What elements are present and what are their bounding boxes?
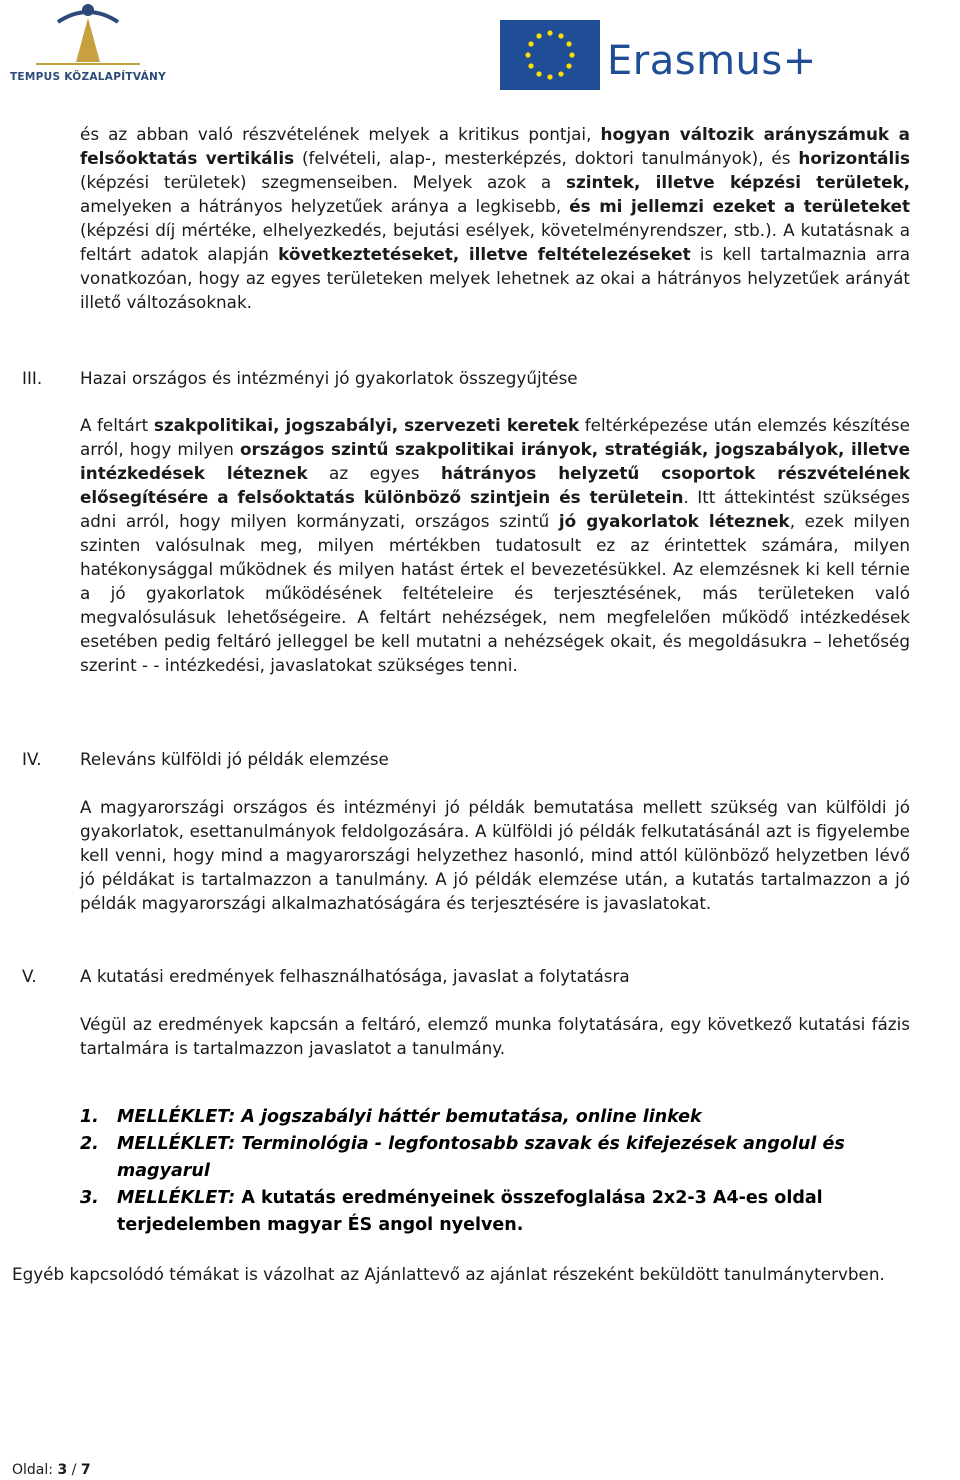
annex-item — [80, 1104, 910, 1131]
eu-flag-icon — [500, 20, 600, 90]
section-bold: jó gyakorlatok léteznek — [558, 511, 790, 531]
annex-label: MELLÉKLET: — [117, 1107, 236, 1127]
section-bold: országos szintű szakpolitikai irányok, stratégiák, jogszabályok, illetve intézkedések léteznek — [80, 439, 910, 483]
page-total: 7 — [80, 1462, 91, 1478]
footer-label: Oldal: — [12, 1462, 58, 1478]
annex-label: MELLÉKLET: — [117, 1134, 236, 1154]
page-number: 3 — [57, 1462, 68, 1478]
section-title: A kutatási eredmények felhasználhatósága, javaslat a folytatásra — [80, 966, 630, 986]
erasmus-logo-text: Erasmus+ — [607, 38, 817, 84]
annex-number: 2. — [80, 1134, 99, 1154]
intro-bold: szintek, illetve képzési területek, — [565, 172, 910, 192]
intro-bold: következtetéseket, illetve feltételezéseket — [278, 244, 691, 264]
section-text: feltérképezése után elemzés készítése arról, hogy milyen — [80, 415, 910, 459]
erasmus-logo — [500, 20, 820, 100]
section-text: A feltárt — [80, 415, 154, 435]
page-footer — [12, 1462, 91, 1478]
intro-text: amelyeken a hátrányos helyzetűek aránya a legkisebb, — [80, 196, 570, 216]
page-header — [0, 0, 960, 110]
closing-paragraph: Egyéb kapcsolódó témákat is vázolhat az Ajánlattevő az ajánlat részeként beküldött tanulmánytervben. — [12, 1264, 885, 1284]
section-3-body — [80, 413, 910, 677]
section-text: . Itt áttekintést szükséges adni arról, hogy milyen kormányzati, országos szintű — [80, 487, 911, 531]
intro-text: és az abban való részvételének melyek a kritikus pontjai, — [80, 124, 601, 144]
intro-text: (felvételi, alap-, mesterképzés, doktori tanulmányok), és — [294, 148, 799, 168]
section-number: IV. — [22, 749, 42, 769]
section-number: V. — [22, 966, 37, 986]
page-separator: / — [67, 1462, 81, 1478]
section-title: Hazai országos és intézményi jó gyakorlatok összegyűjtése — [80, 368, 578, 388]
annex-list — [80, 1104, 910, 1239]
tempus-logo-text: TEMPUS KÖZALAPÍTVÁNY — [9, 71, 167, 83]
section-5-body: Végül az eredmények kapcsán a feltáró, elemző munka folytatására, egy következő kutatási fázis tartalmára is tartalmazzon javaslatot a tanulmány. — [80, 1014, 910, 1058]
tempus-logo — [8, 0, 168, 95]
annex-text: A kutatás eredményeinek összefoglalása 2x2-3 A4-es oldal terjedelemben magyar ÉS angol nyelven. — [117, 1188, 823, 1235]
section-text: az egyes — [307, 463, 441, 483]
intro-text: is kell tartalmaznia arra vonatkozóan, hogy az egyes területeken melyek lehetnek az okai a hátrányos helyzetűek arányát illető változásoknak. — [80, 244, 910, 312]
annex-label: MELLÉKLET: — [117, 1188, 236, 1208]
intro-bold: horizontális — [798, 148, 910, 168]
section-4-body: A magyarországi országos és intézményi jó példák bemutatása mellett szükség van külföldi jó gyakorlatok, esettanulmányok feldolgozására. A külföldi jó példák felkutatásánál azt is figyelembe kell venni, hogy mind a magyarországi helyzethez hasonló, mind attól különböző helyzetben lévő jó példákat is tartalmazzon a tanulmány. A jó példák elemzése után, a kutatás tartalmazzon a jó példák magyarországi alkalmazhatóságára és terjesztésére is javaslatokat. — [80, 797, 910, 913]
annex-number: 3. — [80, 1188, 99, 1208]
section-number: III. — [22, 368, 43, 388]
annex-item — [80, 1185, 910, 1239]
annex-text: A jogszabályi háttér bemutatása, online linkek — [235, 1107, 702, 1127]
section-text: , ezek milyen szinten valósulnak meg, milyen mértékben tudatosult ez az érintettek számára, milyen hatékonysággal működnek és milyen hatást értek el bevezetésükkel. Az elemzésnek ki kell térnie a jó gyakorlatok működésének feltételeire és terjesztésének, más területeken való megvalósulásuk lehetőségeire. A feltárt nehézségek, nem megfelelően működő intézkedések esetében pedig feltáró jelleggel be kell mutatni a nehézségek okait, és megoldásukra – lehetőség szerint - - intézkedési, javaslatokat szükséges tenni. — [80, 511, 910, 675]
tempus-emblem-icon — [8, 0, 168, 70]
section-bold: szakpolitikai, jogszabályi, szervezeti keretek — [153, 415, 580, 435]
annex-item — [80, 1131, 910, 1185]
intro-bold: és mi jellemzi ezeket a területeket — [569, 196, 911, 216]
annex-text: Terminológia - legfontosabb szavak és kifejezések angolul és magyarul — [117, 1134, 845, 1181]
intro-bold: hogyan változik arányszámuk a felsőoktatás vertikális — [80, 124, 910, 168]
intro-text: (képzési díj mértéke, elhelyezkedés, bejutási esélyek, követelményrendszer, stb.). A kutatásnak a feltárt adatok alapján — [80, 220, 910, 264]
intro-paragraph — [80, 122, 910, 314]
annex-number: 1. — [80, 1107, 99, 1127]
intro-text: (képzési területek) szegmenseiben. Melyek azok a — [80, 172, 566, 192]
section-title: Releváns külföldi jó példák elemzése — [80, 749, 389, 769]
section-bold: hátrányos helyzetű csoportok részvételének elősegítésére a felsőoktatás különböző szintjein és területein — [80, 463, 910, 507]
